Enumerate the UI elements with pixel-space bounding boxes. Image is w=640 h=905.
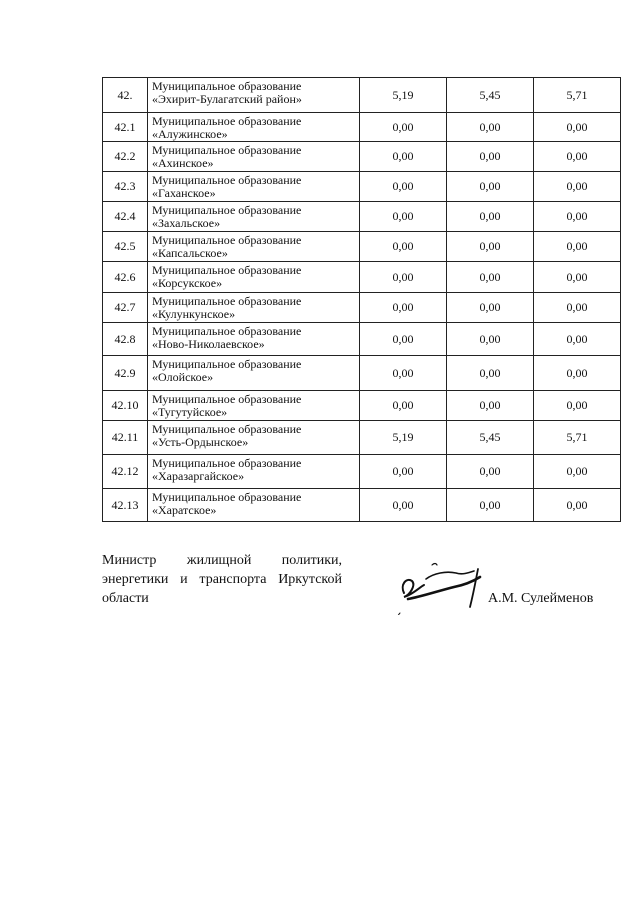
name-line-1: Муниципальное образование: [152, 294, 302, 308]
name-line-1: Муниципальное образование: [152, 324, 302, 338]
name-line-1: Муниципальное образование: [152, 143, 302, 157]
table-row: [103, 262, 621, 293]
municipal-data-table: [102, 77, 621, 522]
value-cell-3: 0,00: [534, 172, 621, 202]
municipality-name: [148, 489, 360, 522]
value-cell-1: 0,00: [360, 356, 447, 391]
municipality-name: [148, 421, 360, 455]
municipality-name: [148, 113, 360, 142]
value-cell-1: 0,00: [360, 142, 447, 172]
value-cell-3: 5,71: [534, 78, 621, 113]
table-row: [103, 202, 621, 232]
name-line-2: «Ахинское»: [152, 156, 214, 170]
municipality-name: [148, 202, 360, 232]
row-number: 42.6: [103, 262, 148, 293]
signature-block: [102, 551, 632, 631]
table-row: [103, 356, 621, 391]
row-number: 42.4: [103, 202, 148, 232]
value-cell-2: 0,00: [447, 455, 534, 489]
municipality-name: [148, 232, 360, 262]
name-line-2: «Захальское»: [152, 216, 221, 230]
value-cell-1: 0,00: [360, 232, 447, 262]
municipality-name: [148, 78, 360, 113]
value-cell-3: 5,71: [534, 421, 621, 455]
value-cell-3: 0,00: [534, 489, 621, 522]
name-line-2: «Олойское»: [152, 370, 214, 384]
value-cell-1: 5,19: [360, 78, 447, 113]
row-number: 42.8: [103, 323, 148, 356]
row-number: 42.2: [103, 142, 148, 172]
municipality-name: [148, 172, 360, 202]
value-cell-3: 0,00: [534, 391, 621, 421]
municipality-name: [148, 323, 360, 356]
value-cell-1: 0,00: [360, 293, 447, 323]
row-number: 42.11: [103, 421, 148, 455]
position-line-3: области: [102, 591, 149, 606]
name-line-2: «Усть-Ордынское»: [152, 435, 249, 449]
value-cell-2: 0,00: [447, 356, 534, 391]
value-cell-1: 5,19: [360, 421, 447, 455]
table-row: [103, 421, 621, 455]
table-row: [103, 142, 621, 172]
value-cell-2: 0,00: [447, 323, 534, 356]
value-cell-2: 0,00: [447, 202, 534, 232]
position-line-2: энергетики и транспорта Иркутской: [102, 572, 342, 587]
value-cell-3: 0,00: [534, 142, 621, 172]
value-cell-2: 5,45: [447, 78, 534, 113]
value-cell-2: 0,00: [447, 142, 534, 172]
municipality-name: [148, 455, 360, 489]
municipality-name: [148, 356, 360, 391]
value-cell-2: 0,00: [447, 232, 534, 262]
name-line-2: «Эхирит-Булагатский район»: [152, 92, 302, 106]
value-cell-1: 0,00: [360, 391, 447, 421]
table-row: [103, 78, 621, 113]
handwritten-signature: [390, 555, 500, 615]
value-cell-2: 0,00: [447, 262, 534, 293]
value-cell-3: 0,00: [534, 202, 621, 232]
name-line-1: Муниципальное образование: [152, 392, 302, 406]
municipality-name: [148, 293, 360, 323]
value-cell-2: 0,00: [447, 489, 534, 522]
name-line-1: Муниципальное образование: [152, 173, 302, 187]
position-line-1: Министр жилищной политики,: [102, 553, 342, 568]
name-line-1: Муниципальное образование: [152, 79, 302, 93]
name-line-1: Муниципальное образование: [152, 490, 302, 504]
signer-position: [102, 551, 342, 608]
value-cell-3: 0,00: [534, 323, 621, 356]
value-cell-1: 0,00: [360, 172, 447, 202]
value-cell-2: 5,45: [447, 421, 534, 455]
name-line-2: «Алужинское»: [152, 127, 228, 141]
name-line-2: «Ново-Николаевское»: [152, 337, 265, 351]
municipality-name: [148, 391, 360, 421]
table-row: [103, 323, 621, 356]
row-number: 42.: [103, 78, 148, 113]
table-row: [103, 391, 621, 421]
table-row: [103, 113, 621, 142]
name-line-1: Муниципальное образование: [152, 233, 302, 247]
value-cell-3: 0,00: [534, 262, 621, 293]
row-number: 42.5: [103, 232, 148, 262]
value-cell-2: 0,00: [447, 172, 534, 202]
signer-name: А.М. Сулейменов: [488, 591, 594, 606]
table-row: [103, 489, 621, 522]
row-number: 42.13: [103, 489, 148, 522]
row-number: 42.9: [103, 356, 148, 391]
name-line-2: «Тугутуйское»: [152, 405, 228, 419]
table-row: [103, 172, 621, 202]
row-number: 42.10: [103, 391, 148, 421]
table-row: [103, 232, 621, 262]
row-number: 42.3: [103, 172, 148, 202]
row-number: 42.12: [103, 455, 148, 489]
value-cell-3: 0,00: [534, 113, 621, 142]
table-row: [103, 293, 621, 323]
name-line-1: Муниципальное образование: [152, 422, 302, 436]
row-number: 42.7: [103, 293, 148, 323]
name-line-2: «Гаханское»: [152, 186, 216, 200]
name-line-2: «Кулункунское»: [152, 307, 236, 321]
value-cell-3: 0,00: [534, 455, 621, 489]
value-cell-1: 0,00: [360, 202, 447, 232]
name-line-2: «Корсукское»: [152, 276, 223, 290]
name-line-2: «Харазаргайское»: [152, 469, 245, 483]
value-cell-2: 0,00: [447, 391, 534, 421]
table-row: [103, 455, 621, 489]
value-cell-3: 0,00: [534, 293, 621, 323]
name-line-2: «Капсальское»: [152, 246, 228, 260]
municipality-name: [148, 262, 360, 293]
name-line-1: Муниципальное образование: [152, 263, 302, 277]
name-line-1: Муниципальное образование: [152, 114, 302, 128]
value-cell-1: 0,00: [360, 262, 447, 293]
value-cell-2: 0,00: [447, 113, 534, 142]
table-body: [103, 78, 621, 522]
name-line-1: Муниципальное образование: [152, 357, 302, 371]
value-cell-1: 0,00: [360, 323, 447, 356]
name-line-2: «Харатское»: [152, 503, 217, 517]
value-cell-1: 0,00: [360, 455, 447, 489]
name-line-1: Муниципальное образование: [152, 456, 302, 470]
name-line-1: Муниципальное образование: [152, 203, 302, 217]
value-cell-1: 0,00: [360, 489, 447, 522]
municipality-name: [148, 142, 360, 172]
value-cell-3: 0,00: [534, 356, 621, 391]
value-cell-1: 0,00: [360, 113, 447, 142]
value-cell-3: 0,00: [534, 232, 621, 262]
value-cell-2: 0,00: [447, 293, 534, 323]
row-number: 42.1: [103, 113, 148, 142]
